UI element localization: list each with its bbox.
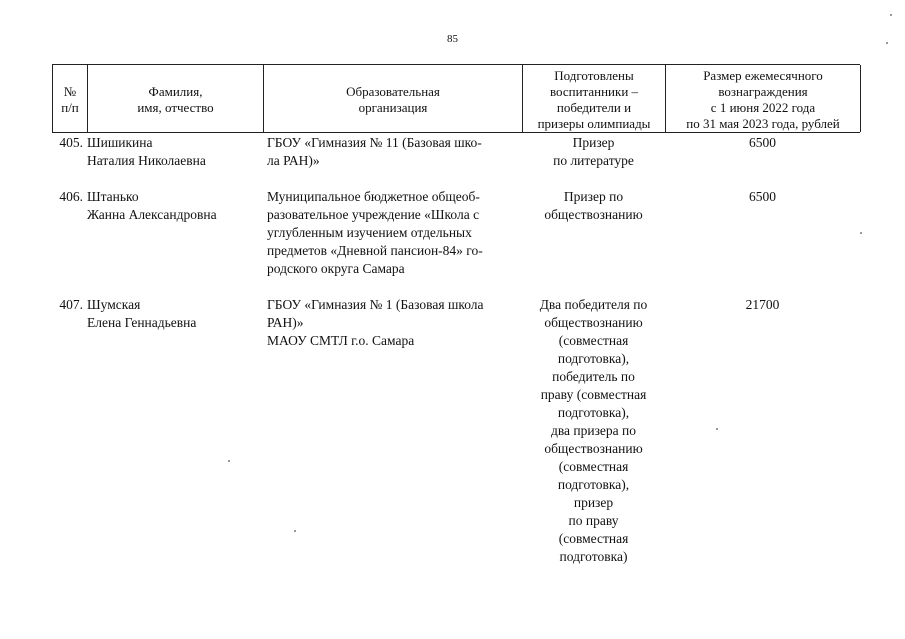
header-amount-line: Размер ежемесячного — [703, 67, 823, 83]
table-header — [52, 64, 860, 133]
header-amount-line: по 31 мая 2023 года, рублей — [686, 115, 840, 131]
row-organization — [263, 134, 522, 170]
prep-line: Призер по — [563, 189, 624, 204]
header-prep-line: воспитанники – — [549, 83, 639, 99]
header-prep-line: призеры олимпиады — [537, 115, 651, 131]
header-prep-line: Подготовлены — [554, 67, 634, 83]
header-org-line: организация — [358, 99, 428, 115]
row-amount: 6500 — [749, 189, 776, 204]
table-row — [52, 188, 860, 278]
org-line: МАОУ СМТЛ г.о. Самара — [267, 333, 415, 348]
header-name-line: Фамилия, — [148, 83, 203, 99]
name-line: Шишикина — [87, 135, 153, 150]
scan-speck — [228, 460, 230, 462]
prep-line: (совместная — [558, 459, 629, 474]
prep-line: подготовка) — [559, 549, 628, 564]
name-line: Жанна Александровна — [87, 207, 217, 222]
row-prepared — [522, 134, 665, 170]
header-amount-line: с 1 июня 2022 года — [710, 99, 816, 115]
name-line: Шумская — [87, 297, 141, 312]
org-line: предметов «Дневной пансион-84» го- — [267, 243, 483, 258]
prep-line: обществознанию — [544, 315, 643, 330]
org-line: ГБОУ «Гимназия № 1 (Базовая школа — [267, 297, 484, 312]
prep-line: призер — [573, 495, 614, 510]
header-name-line: имя, отчество — [137, 99, 214, 115]
prep-line: подготовка), — [557, 351, 630, 366]
row-number: 407. — [59, 297, 83, 312]
prep-line: два призера по — [550, 423, 637, 438]
prep-line: обществознанию — [544, 207, 643, 222]
row-name — [87, 134, 263, 170]
header-amount — [666, 65, 861, 132]
name-line: Штанько — [87, 189, 139, 204]
org-line: ГБОУ «Гимназия № 11 (Базовая шко- — [267, 135, 482, 150]
table-row — [52, 296, 860, 566]
row-name — [87, 296, 263, 566]
page-number: 85 — [447, 33, 458, 45]
row-organization — [263, 296, 522, 566]
header-prep — [523, 65, 666, 132]
org-line: РАН)» — [267, 315, 304, 330]
scan-speck — [716, 428, 718, 430]
org-line: родского округа Самара — [267, 261, 405, 276]
prep-line: Два победителя по — [539, 297, 648, 312]
row-prepared — [522, 296, 665, 566]
awards-table — [52, 64, 860, 566]
header-amount-line: вознаграждения — [718, 83, 808, 99]
header-num-line: № — [63, 83, 77, 99]
row-number: 406. — [59, 189, 83, 204]
row-prepared — [522, 188, 665, 278]
prep-line: (совместная — [558, 531, 629, 546]
prep-line: победитель по — [552, 369, 635, 384]
row-number: 405. — [59, 135, 83, 150]
header-org — [264, 65, 523, 132]
header-prep-line: победители и — [556, 99, 632, 115]
scan-speck — [294, 530, 296, 532]
org-line: ла РАН)» — [267, 153, 320, 168]
header-num — [53, 65, 88, 132]
org-line: разовательное учреждение «Школа с — [267, 207, 480, 222]
scan-speck — [860, 232, 862, 234]
prep-line: обществознанию — [544, 441, 643, 456]
scan-speck — [890, 14, 892, 16]
header-name — [88, 65, 264, 132]
prep-line: подготовка), — [557, 477, 630, 492]
row-organization — [263, 188, 522, 278]
table-row — [52, 134, 860, 170]
org-line: углубленным изучением отдельных — [267, 225, 472, 240]
org-line: Муниципальное бюджетное общеоб- — [267, 189, 480, 204]
prep-line: по литературе — [553, 153, 634, 168]
prep-line: праву (совместная — [540, 387, 647, 402]
prep-line: Призер — [572, 135, 615, 150]
row-name — [87, 188, 263, 278]
header-num-line: п/п — [61, 99, 79, 115]
prep-line: подготовка), — [557, 405, 630, 420]
name-line: Наталия Николаевна — [87, 153, 206, 168]
prep-line: по праву — [568, 513, 619, 528]
row-amount: 6500 — [749, 135, 776, 150]
prep-line: (совместная — [558, 333, 629, 348]
header-org-line: Образовательная — [346, 83, 440, 99]
name-line: Елена Геннадьевна — [87, 315, 197, 330]
scan-speck — [886, 42, 888, 44]
row-amount: 21700 — [745, 297, 780, 312]
